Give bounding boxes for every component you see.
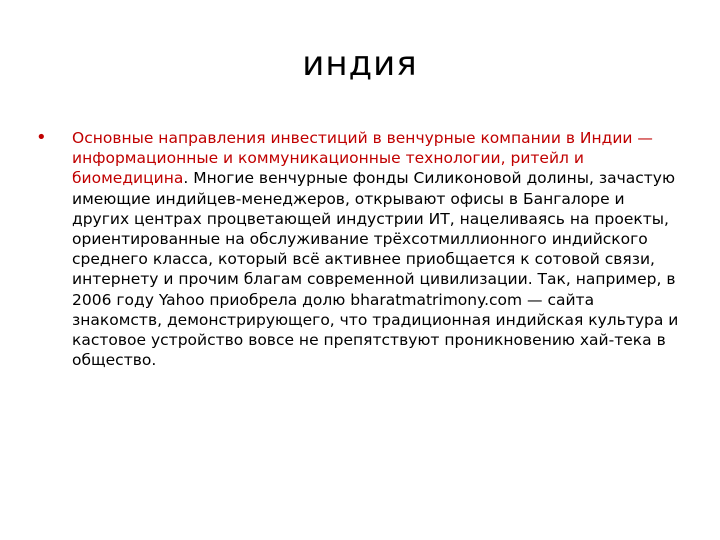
- highlighted-text: Основные направления инвестиций в венчурные компании в Индии — информационные и коммуникационные технологии, ритейл и биомедицина: [72, 129, 653, 188]
- bullet-marker: •: [36, 127, 47, 148]
- body-text: . Многие венчурные фонды Силиконовой долины, зачастую имеющие индийцев-менеджеров, открывают офисы в Бангалоре и других центрах процветающей индустрии ИТ, нацеливаясь на проекты, ориентированные на обслуживание трёхсотмиллионного индийского среднего класса, который всё активнее приобщается к сотовой связи, интернету и прочим благам современной цивилизации. Так, например, в 2006 году Yahoo приобрела долю bharatmatrimony.com — сайта знакомств, демонстрирующего, что традиционная индийская культура и кастовое устройство вовсе не препятствуют проникновению хай-тека в общество.: [72, 169, 679, 370]
- bullet-list: [36, 128, 686, 370]
- slide-title: индия: [302, 44, 418, 84]
- bullet-item: [36, 128, 686, 370]
